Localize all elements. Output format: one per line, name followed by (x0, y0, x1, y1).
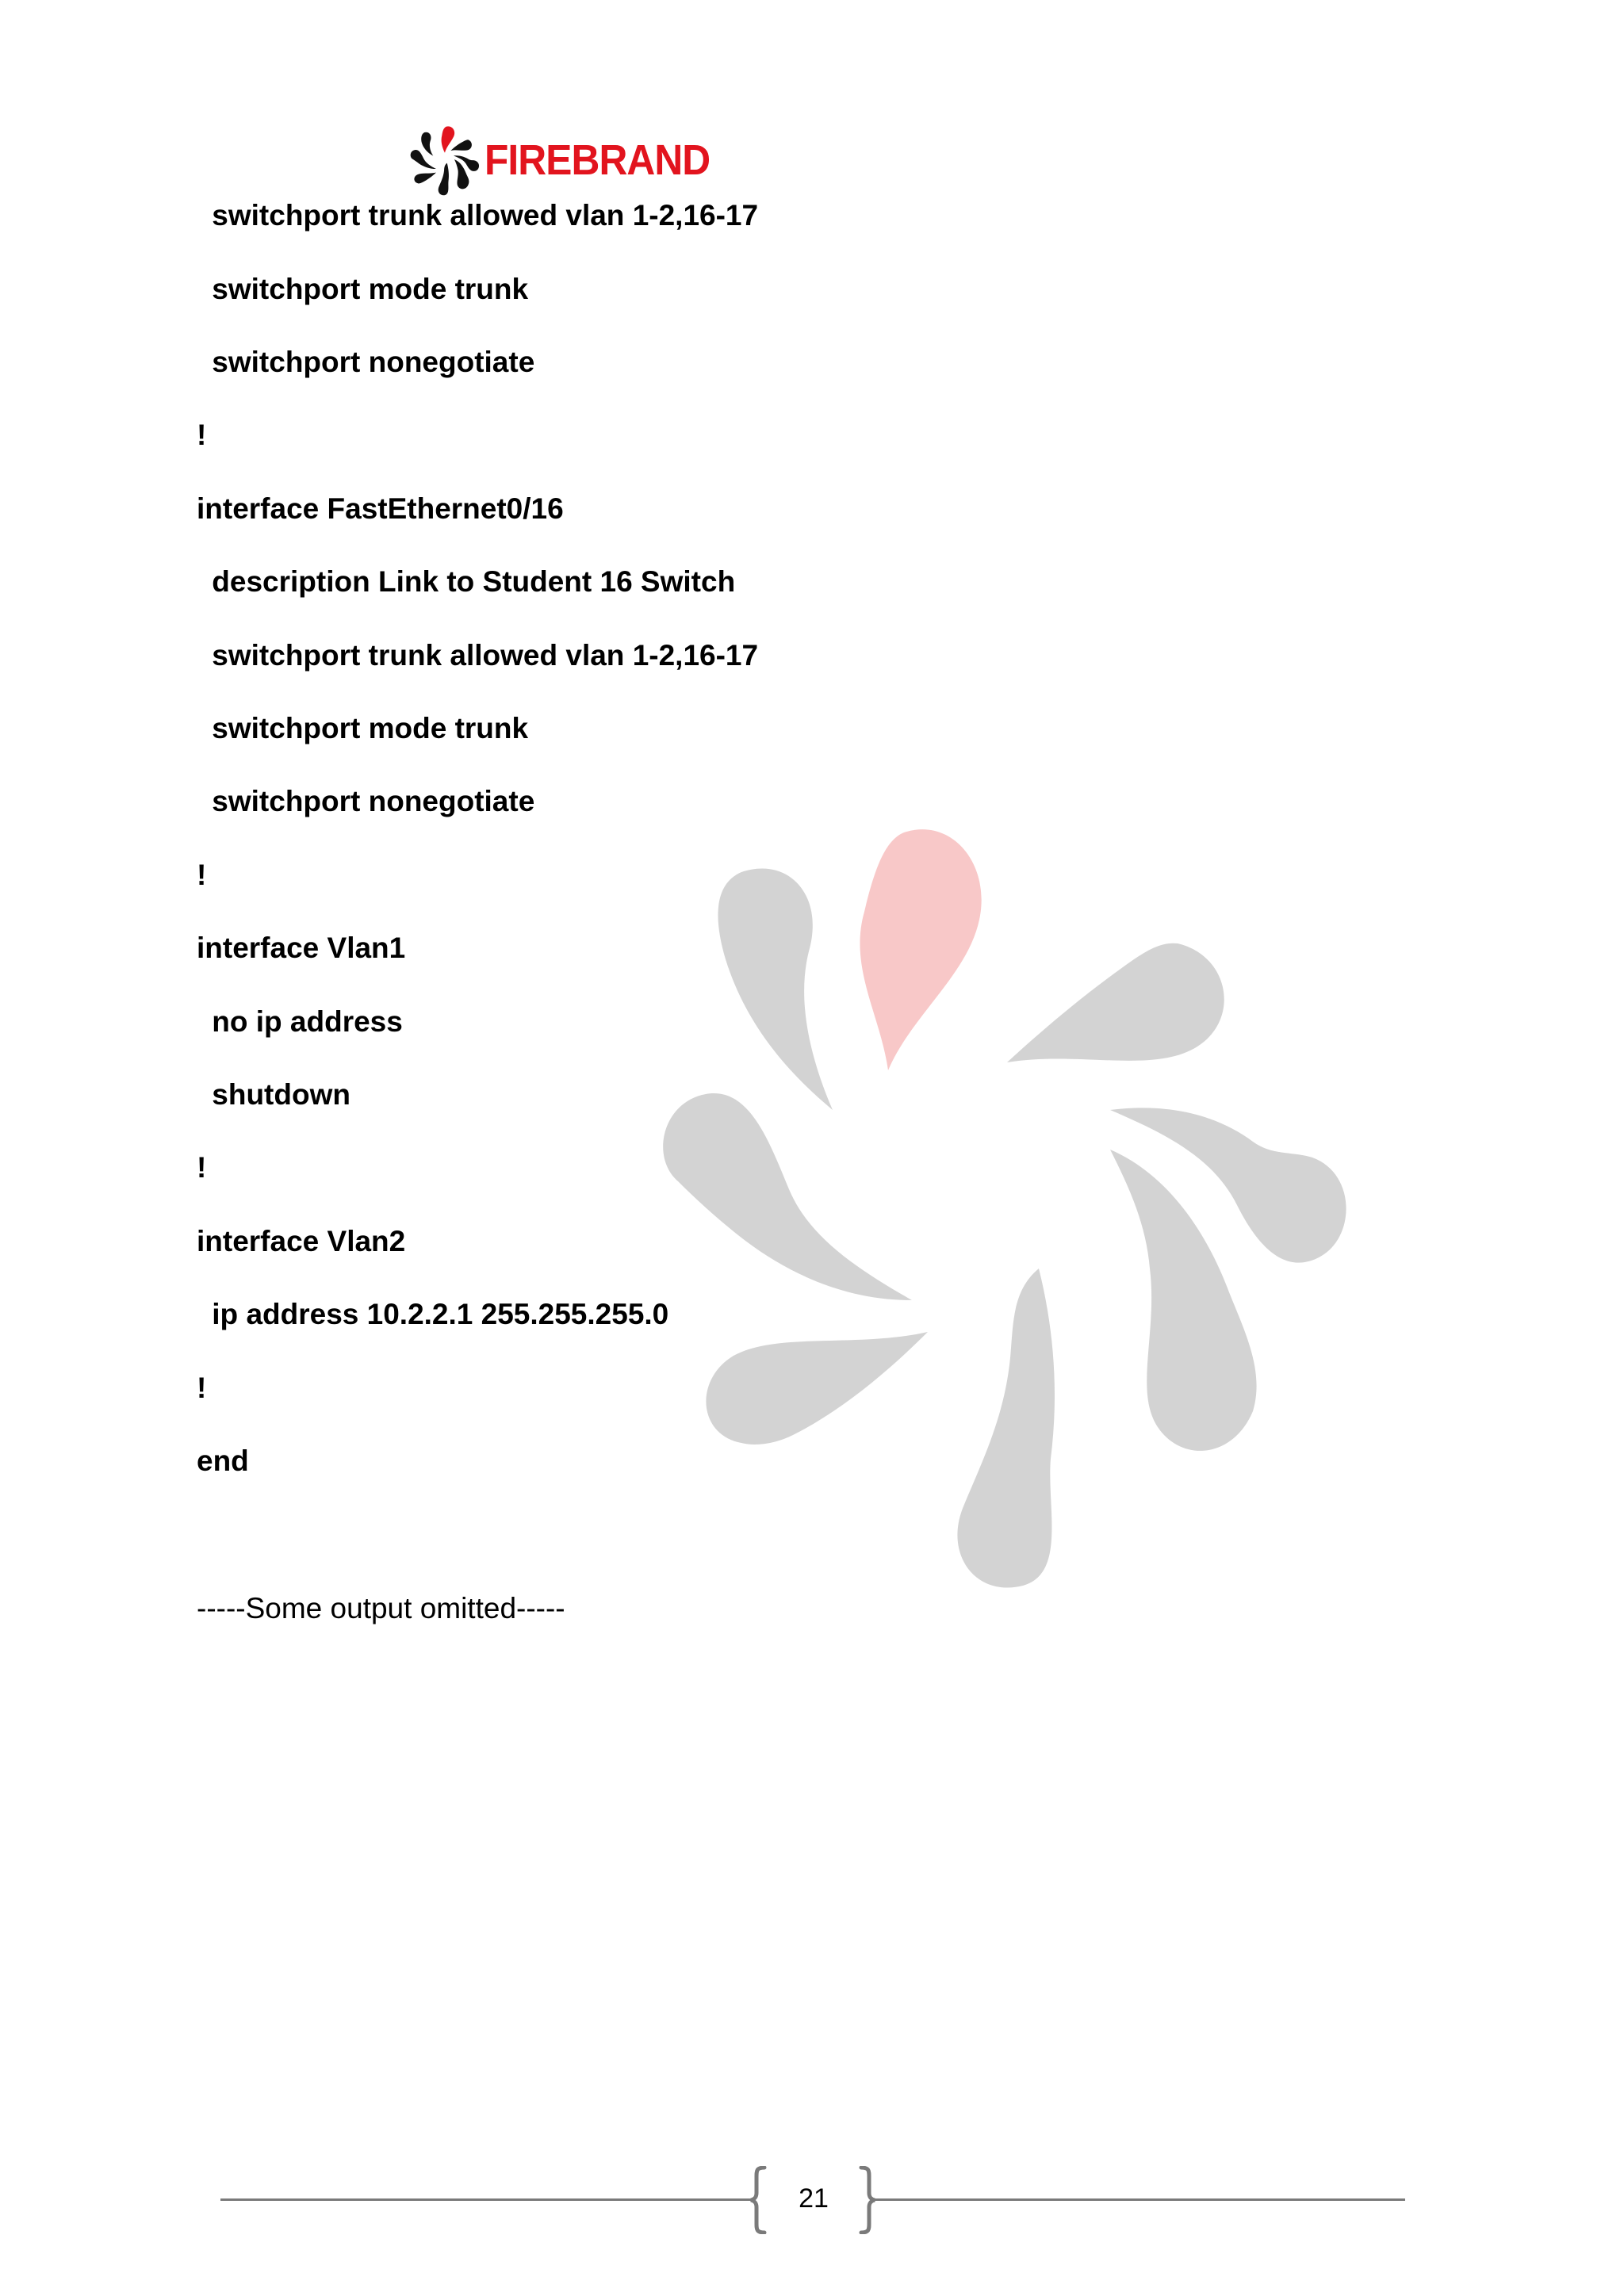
config-line: ! (197, 859, 207, 891)
config-line: switchport trunk allowed vlan 1-2,16-17 (204, 639, 759, 672)
page-number: 21 (799, 2183, 829, 2214)
config-line: switchport mode trunk (204, 712, 529, 744)
config-line: ! (197, 1151, 207, 1184)
config-line: switchport trunk allowed vlan 1-2,16-17 (204, 199, 759, 232)
firebrand-watermark-logo (650, 825, 1364, 1601)
config-line: ! (197, 1372, 207, 1404)
firebrand-swirl-icon (408, 121, 481, 200)
config-line: shutdown (204, 1078, 350, 1111)
config-line: interface Vlan2 (197, 1225, 406, 1257)
right-brace-icon (858, 2166, 877, 2234)
config-line: interface FastEthernet0/16 (197, 492, 564, 525)
config-line: switchport mode trunk (204, 273, 529, 305)
logo-text: FIREBRAND (485, 136, 710, 184)
output-omitted-note: -----Some output omitted----- (197, 1592, 565, 1624)
config-line: ! (197, 419, 207, 451)
firebrand-logo (408, 121, 730, 200)
config-line: ip address 10.2.2.1 255.255.255.0 (204, 1298, 669, 1330)
left-brace-icon (749, 2166, 768, 2234)
config-line: switchport nonegotiate (204, 785, 535, 817)
footer-rule-left (220, 2198, 752, 2201)
config-line: interface Vlan1 (197, 932, 406, 964)
config-line: description Link to Student 16 Switch (204, 565, 736, 598)
config-line: switchport nonegotiate (204, 346, 535, 378)
footer-rule-right (872, 2198, 1405, 2201)
config-line: end (197, 1445, 249, 1477)
config-line: no ip address (204, 1005, 403, 1038)
